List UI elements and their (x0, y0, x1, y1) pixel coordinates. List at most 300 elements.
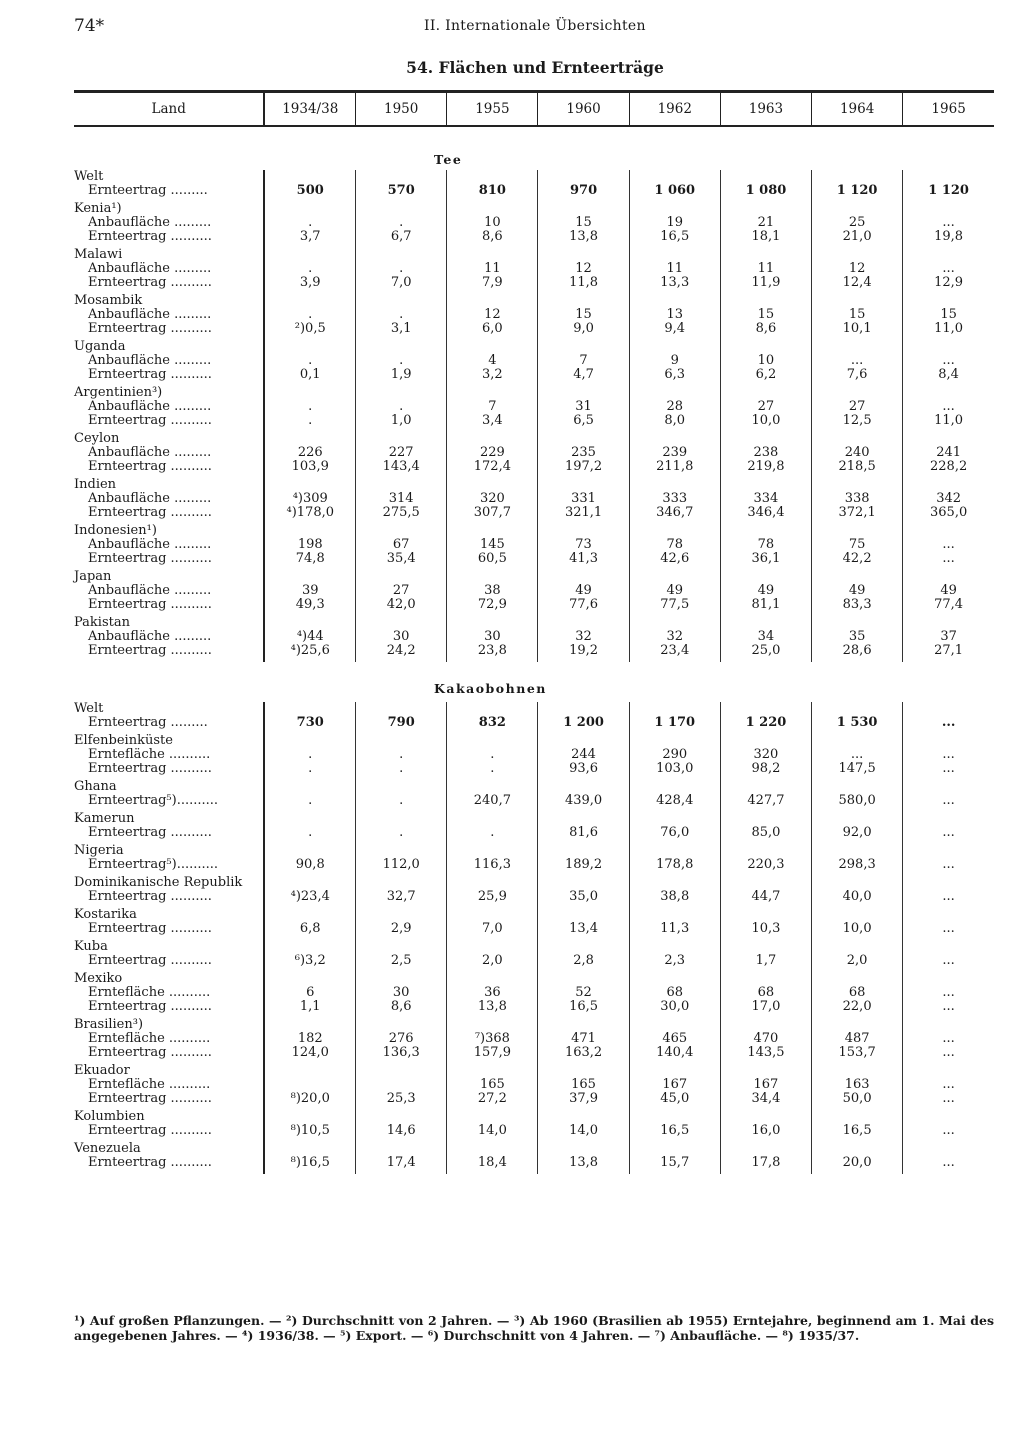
value-cell (264, 340, 355, 386)
cell-value: ... (942, 857, 955, 872)
table-body (74, 126, 994, 1174)
section-title: Tee (434, 152, 463, 167)
value-cell (356, 616, 447, 662)
cell-value: 333 (662, 491, 688, 506)
cell-value: 6 (306, 985, 315, 1000)
cell-value: 165 (571, 1077, 596, 1092)
value-cell (903, 616, 994, 662)
measure-label: Ernteertrag .......... (88, 597, 212, 612)
cell-value: 32 (575, 629, 592, 644)
cell-value: 241 (936, 445, 962, 460)
cell-value: 290 (662, 747, 688, 762)
value-cell (538, 294, 629, 340)
value-cell (629, 734, 720, 780)
crop-table (74, 90, 994, 1174)
value-cell (812, 812, 903, 844)
cell-value: 321,1 (564, 505, 603, 520)
cell-value: 73 (575, 537, 592, 552)
measure-label: Ernteertrag .......... (88, 321, 212, 336)
value-cell (629, 478, 720, 524)
country-name: Kostarika (74, 907, 137, 922)
column-header: 1964 (812, 92, 903, 127)
column-header: 1950 (356, 92, 447, 127)
cell-value: 15 (848, 307, 866, 322)
value-cell (812, 570, 903, 616)
value-cell (720, 386, 811, 432)
cell-value: 103,9 (291, 459, 329, 474)
value-cell (538, 1018, 629, 1064)
page-number: 74* (74, 16, 105, 36)
value-cell (720, 616, 811, 662)
value-cell (903, 1142, 994, 1174)
measure-label: Ernteertrag .......... (88, 459, 212, 474)
cell-value: 580,0 (838, 793, 876, 808)
cell-value: 27 (392, 583, 410, 598)
value-cell (720, 876, 811, 908)
value-cell (264, 386, 355, 432)
value-cell (720, 248, 811, 294)
value-cell (903, 570, 994, 616)
value-cell (720, 1064, 811, 1110)
value-cell (903, 908, 994, 940)
cell-value: 49 (848, 583, 866, 598)
value-cell (629, 940, 720, 972)
value-cell (903, 340, 994, 386)
country-cell (74, 170, 264, 202)
cell-value: 1 120 (928, 183, 969, 198)
section-header-row (74, 662, 994, 702)
value-cell (629, 294, 720, 340)
section-title: Kakaobohnen (434, 681, 547, 696)
cell-value: 239 (662, 445, 688, 460)
cell-value: 68 (666, 985, 684, 1000)
cell-value: 67 (392, 537, 410, 552)
value-cell (812, 432, 903, 478)
value-cell (812, 202, 903, 248)
cell-value: 15 (575, 215, 592, 230)
cell-value: 28,6 (842, 643, 872, 658)
value-cell (629, 908, 720, 940)
value-cell (629, 702, 720, 734)
cell-value: 3,4 (482, 413, 503, 428)
value-cell (720, 812, 811, 844)
value-cell (720, 294, 811, 340)
value-cell (903, 248, 994, 294)
cell-value: ... (942, 353, 955, 368)
measure-label: Ernteertrag .......... (88, 1155, 212, 1170)
table-row (74, 202, 994, 248)
cell-value: . (399, 825, 404, 840)
value-cell (720, 972, 811, 1018)
cell-value: 13,8 (477, 999, 507, 1014)
cell-value: ... (942, 999, 955, 1014)
cell-value: 44,7 (751, 889, 781, 904)
value-cell (538, 812, 629, 844)
value-cell (720, 844, 811, 876)
country-cell (74, 524, 264, 570)
cell-value: 37 (940, 629, 957, 644)
measure-label: Ernteertrag .......... (88, 921, 212, 936)
cell-value: . (399, 761, 404, 776)
cell-value: 16,5 (569, 999, 599, 1014)
value-cell (812, 294, 903, 340)
cell-value: 11,3 (660, 921, 690, 936)
cell-value: ⁸)10,5 (290, 1123, 330, 1138)
value-cell (447, 170, 538, 202)
cell-value: 15,7 (660, 1155, 690, 1170)
cell-value: 38 (484, 583, 501, 598)
value-cell (264, 734, 355, 780)
cell-value: 8,4 (938, 367, 959, 382)
cell-value: 20,0 (842, 1155, 872, 1170)
value-cell (447, 1110, 538, 1142)
cell-value: 7,6 (846, 367, 868, 382)
value-cell (264, 1018, 355, 1064)
cell-value: 85,0 (751, 825, 781, 840)
value-cell (538, 248, 629, 294)
measure-label: Ernteertrag⁵).......... (88, 793, 219, 808)
value-cell (264, 478, 355, 524)
cell-value: 2,0 (482, 953, 503, 968)
cell-value: 465 (662, 1031, 688, 1046)
cell-value: 17,4 (386, 1155, 416, 1170)
cell-value: . (308, 747, 313, 762)
column-header: Land (74, 92, 264, 127)
cell-value: . (308, 793, 313, 808)
cell-value: ⁸)16,5 (290, 1155, 330, 1170)
measure-label: Ernteertrag .......... (88, 413, 212, 428)
cell-value: 21,0 (842, 229, 872, 244)
cell-value: 136,3 (382, 1045, 420, 1060)
cell-value: 21 (757, 215, 775, 230)
value-cell (264, 972, 355, 1018)
cell-value: 37,9 (569, 1091, 599, 1106)
value-cell (812, 1142, 903, 1174)
value-cell (264, 524, 355, 570)
cell-value: ⁷)368 (474, 1031, 510, 1046)
cell-value: 40,0 (842, 889, 872, 904)
cell-value: 157,9 (473, 1045, 511, 1060)
cell-value: 487 (844, 1031, 870, 1046)
measure-label: Anbaufläche ......... (88, 307, 212, 322)
cell-value: 7,0 (482, 921, 503, 936)
cell-value: 298,3 (838, 857, 876, 872)
value-cell (356, 908, 447, 940)
value-cell (538, 616, 629, 662)
value-cell (629, 876, 720, 908)
value-cell (264, 908, 355, 940)
cell-value: 307,7 (473, 505, 511, 520)
cell-value: 1 060 (654, 183, 696, 198)
country-cell (74, 1142, 264, 1174)
country-name: Indonesien¹) (74, 523, 157, 538)
cell-value: 6,0 (482, 321, 503, 336)
table-row (74, 340, 994, 386)
cell-value: . (308, 215, 313, 230)
measure-label: Ernteﬂäche .......... (88, 747, 211, 762)
value-cell (447, 812, 538, 844)
cell-value: 338 (844, 491, 870, 506)
measure-label: Ernteertrag .......... (88, 825, 212, 840)
value-cell (447, 702, 538, 734)
measure-label: Ernteertrag .......... (88, 275, 212, 290)
cell-value: 143,5 (747, 1045, 785, 1060)
cell-value: 30,0 (660, 999, 690, 1014)
measure-label: Ernteertrag .......... (88, 643, 212, 658)
country-name: Nigeria (74, 843, 124, 858)
country-name: Kenia¹) (74, 201, 122, 216)
cell-value: 163,2 (564, 1045, 603, 1060)
value-cell (356, 972, 447, 1018)
value-cell (356, 1064, 447, 1110)
value-cell (903, 734, 994, 780)
cell-value: ... (942, 1045, 955, 1060)
cell-value: 314 (388, 491, 414, 506)
value-cell (264, 876, 355, 908)
value-cell (720, 202, 811, 248)
value-cell (538, 734, 629, 780)
table-row (74, 478, 994, 524)
value-cell (903, 876, 994, 908)
cell-value: 27,2 (477, 1091, 507, 1106)
table-row (74, 1142, 994, 1174)
cell-value: 1 220 (745, 715, 787, 730)
value-cell (356, 248, 447, 294)
measure-label: Ernteertrag .......... (88, 761, 212, 776)
value-cell (812, 1064, 903, 1110)
value-cell (812, 1110, 903, 1142)
value-cell (629, 524, 720, 570)
cell-value: 12,4 (842, 275, 872, 290)
cell-value: ²)0,5 (294, 321, 326, 336)
table-row (74, 734, 994, 780)
value-cell (903, 386, 994, 432)
cell-value: 15 (575, 307, 592, 322)
value-cell (356, 780, 447, 812)
cell-value: ... (942, 985, 955, 1000)
measure-label: Ernteertrag .......... (88, 229, 212, 244)
value-cell (356, 386, 447, 432)
table-row (74, 248, 994, 294)
value-cell (538, 876, 629, 908)
value-cell (356, 734, 447, 780)
value-cell (538, 844, 629, 876)
cell-value: ... (942, 825, 955, 840)
value-cell (629, 340, 720, 386)
country-cell (74, 812, 264, 844)
cell-value: ... (942, 793, 955, 808)
cell-value: 970 (569, 183, 598, 198)
value-cell (629, 248, 720, 294)
cell-value: 35,0 (569, 889, 599, 904)
cell-value: 49,3 (295, 597, 325, 612)
cell-value: 4,7 (573, 367, 594, 382)
value-cell (903, 844, 994, 876)
country-cell (74, 940, 264, 972)
cell-value: 790 (387, 715, 415, 730)
table-row (74, 170, 994, 202)
value-cell (356, 294, 447, 340)
cell-value: 1,9 (390, 367, 412, 382)
country-cell (74, 734, 264, 780)
country-name: Argentinien³) (74, 385, 163, 400)
value-cell (447, 734, 538, 780)
cell-value: 19,8 (934, 229, 964, 244)
cell-value: 38,8 (660, 889, 690, 904)
country-name: Ghana (74, 779, 117, 794)
cell-value: 2,5 (390, 953, 412, 968)
cell-value: 346,7 (656, 505, 694, 520)
measure-label: Anbaufläche ......... (88, 399, 212, 414)
cell-value: . (399, 261, 404, 276)
cell-value: 220,3 (747, 857, 785, 872)
country-cell (74, 570, 264, 616)
value-cell (447, 202, 538, 248)
cell-value: ... (942, 1123, 955, 1138)
value-cell (720, 432, 811, 478)
cell-value: 198 (297, 537, 323, 552)
value-cell (264, 570, 355, 616)
cell-value: . (399, 215, 404, 230)
country-cell (74, 1018, 264, 1064)
value-cell (812, 940, 903, 972)
country-name: Ekuador (74, 1063, 130, 1078)
cell-value: 39 (301, 583, 319, 598)
cell-value: 167 (753, 1077, 779, 1092)
cell-value: 77,4 (934, 597, 964, 612)
value-cell (720, 908, 811, 940)
cell-value: 16,5 (842, 1123, 872, 1138)
value-cell (629, 170, 720, 202)
cell-value: 365,0 (930, 505, 968, 520)
cell-value: 81,6 (569, 825, 599, 840)
cell-value: 12,5 (842, 413, 872, 428)
value-cell (538, 478, 629, 524)
value-cell (356, 432, 447, 478)
cell-value: 93,6 (569, 761, 599, 776)
cell-value: 6,7 (390, 229, 412, 244)
cell-value: 72,9 (477, 597, 507, 612)
cell-value: . (308, 307, 313, 322)
value-cell (812, 908, 903, 940)
cell-value: 143,4 (382, 459, 420, 474)
cell-value: 219,8 (747, 459, 785, 474)
cell-value: ... (942, 551, 955, 566)
cell-value: 331 (571, 491, 596, 506)
cell-value: 42,0 (386, 597, 416, 612)
value-cell (903, 170, 994, 202)
cell-value: . (308, 825, 313, 840)
value-cell (447, 908, 538, 940)
cell-value: 10 (757, 353, 775, 368)
cell-value: ⁴)309 (292, 491, 328, 506)
cell-value: 11,0 (934, 321, 964, 336)
cell-value: 23,4 (660, 643, 690, 658)
country-cell (74, 908, 264, 940)
measure-label: Ernteertrag .......... (88, 1123, 212, 1138)
value-cell (903, 812, 994, 844)
cell-value: . (490, 761, 495, 776)
cell-value: 346,4 (747, 505, 785, 520)
measure-label: Ernteertrag .......... (88, 1045, 212, 1060)
value-cell (812, 340, 903, 386)
value-cell (720, 1018, 811, 1064)
table-row (74, 844, 994, 876)
cell-value: 6,5 (573, 413, 594, 428)
cell-value: . (490, 747, 495, 762)
cell-value: 30 (392, 629, 410, 644)
column-header: 1960 (538, 92, 629, 127)
value-cell (447, 386, 538, 432)
value-cell (447, 570, 538, 616)
cell-value: 9,4 (664, 321, 686, 336)
cell-value: 172,4 (473, 459, 511, 474)
value-cell (264, 940, 355, 972)
value-cell (903, 1064, 994, 1110)
cell-value: 98,2 (751, 761, 781, 776)
cell-value: . (399, 353, 404, 368)
cell-value: 218,5 (838, 459, 876, 474)
country-name: Kuba (74, 939, 108, 954)
country-cell (74, 202, 264, 248)
cell-value: 124,0 (291, 1045, 329, 1060)
cell-value: ... (942, 1077, 955, 1092)
cell-value: 13 (666, 307, 684, 322)
cell-value: 730 (296, 715, 324, 730)
cell-value: 11 (757, 261, 775, 276)
cell-value: ⁴)178,0 (286, 505, 334, 520)
cell-value: 17,0 (751, 999, 781, 1014)
country-cell (74, 248, 264, 294)
value-cell (720, 340, 811, 386)
table-row (74, 876, 994, 908)
measure-label: Ernteﬂäche .......... (88, 1077, 211, 1092)
cell-value: 163 (844, 1077, 870, 1092)
cell-value: 92,0 (842, 825, 872, 840)
country-name: Dominikanische Republik (74, 875, 243, 890)
value-cell (903, 432, 994, 478)
value-cell (538, 202, 629, 248)
cell-value: 27,1 (934, 643, 964, 658)
cell-value: 1 530 (836, 715, 878, 730)
cell-value: 22,0 (842, 999, 872, 1014)
value-cell (538, 972, 629, 1018)
value-cell (264, 202, 355, 248)
value-cell (720, 780, 811, 812)
country-name: Indien (74, 477, 117, 492)
value-cell (629, 812, 720, 844)
table-row (74, 570, 994, 616)
cell-value: 75 (848, 537, 866, 552)
cell-value: 68 (848, 985, 866, 1000)
country-name: Elfenbeinküste (74, 733, 173, 748)
value-cell (538, 170, 629, 202)
cell-value: 238 (753, 445, 779, 460)
cell-value: . (399, 747, 404, 762)
section-header-row (74, 126, 994, 170)
country-name: Ceylon (74, 431, 120, 446)
table-row (74, 1110, 994, 1142)
value-cell (538, 432, 629, 478)
cell-value: 68 (757, 985, 775, 1000)
value-cell (812, 478, 903, 524)
measure-label: Anbaufläche ......... (88, 445, 212, 460)
cell-value: 471 (571, 1031, 596, 1046)
value-cell (264, 294, 355, 340)
cell-value: 427,7 (747, 793, 785, 808)
value-cell (812, 876, 903, 908)
cell-value: . (399, 307, 404, 322)
